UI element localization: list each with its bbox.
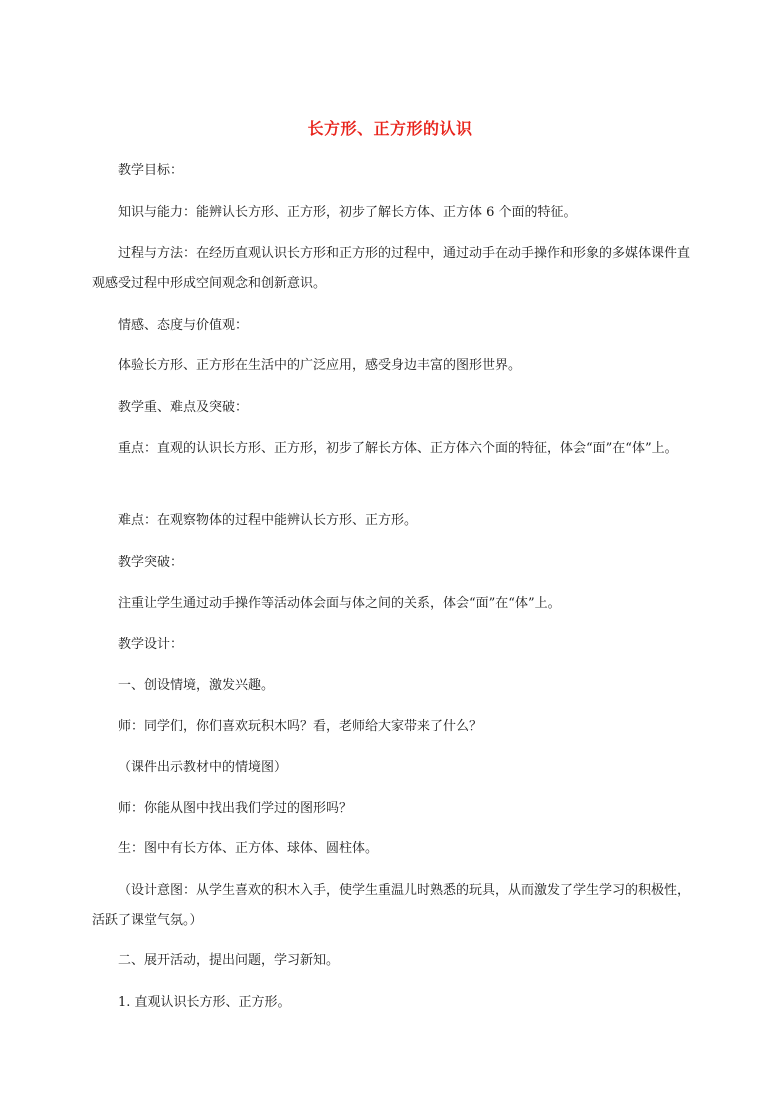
paragraph-breakthrough: 注重让学生通过动手操作等活动体会面与体之间的关系，体会“面”在“体”上。 [118,596,561,611]
paragraph-key-points-heading: 教学重、难点及突破： [118,400,249,415]
paragraph-subsection-1: 1. 直观认识长方形、正方形。 [118,995,291,1010]
paragraph-teacher-question-1: 师：同学们，你们喜欢玩积木吗？看，老师给大家带来了什么？ [118,719,483,734]
paragraph-experience: 体验长方形、正方形在生活中的广泛应用，感受身边丰富的图形世界。 [118,358,522,373]
paragraph-student-answer: 生：图中有长方体、正方体、球体、圆柱体。 [118,841,379,856]
paragraph-design-heading: 教学设计： [118,637,184,652]
paragraph-emotion-heading: 情感、态度与价值观： [118,318,249,333]
paragraph-key-point: 重点：直观的认识长方形、正方形，初步了解长方体、正方体六个面的特征，体会“面”在“体”上。 [118,441,678,456]
document-title: 长方形、正方形的认识 [307,119,473,138]
paragraph-section-one: 一、创设情境，激发兴趣。 [118,678,275,693]
paragraph-knowledge-ability: 知识与能力：能辨认长方形、正方形，初步了解长方体、正方体 6 个面的特征。 [118,205,577,220]
paragraph-difficulty: 难点：在观察物体的过程中能辨认长方形、正方形。 [118,513,418,528]
paragraph-courseware-note: （课件出示教材中的情境图） [118,760,288,775]
paragraph-process-method: 过程与方法：在经历直观认识长方形和正方形的过程中，通过动手在动手操作和形象的多媒体课件直观感受过程中形成空间观念和创新意识。 [92,246,691,291]
paragraph-section-two: 二、展开活动，提出问题，学习新知。 [118,953,340,968]
paragraph-breakthrough-heading: 教学突破： [118,555,184,570]
paragraph-teaching-goals-heading: 教学目标： [118,163,184,178]
paragraph-teacher-question-2: 师：你能从图中找出我们学过的图形吗？ [118,801,353,816]
paragraph-design-intent: （设计意图：从学生喜欢的积木入手，使学生重温儿时熟悉的玩具，从而激发了学生学习的积极性，活跃了课堂气氛。） [92,883,691,928]
